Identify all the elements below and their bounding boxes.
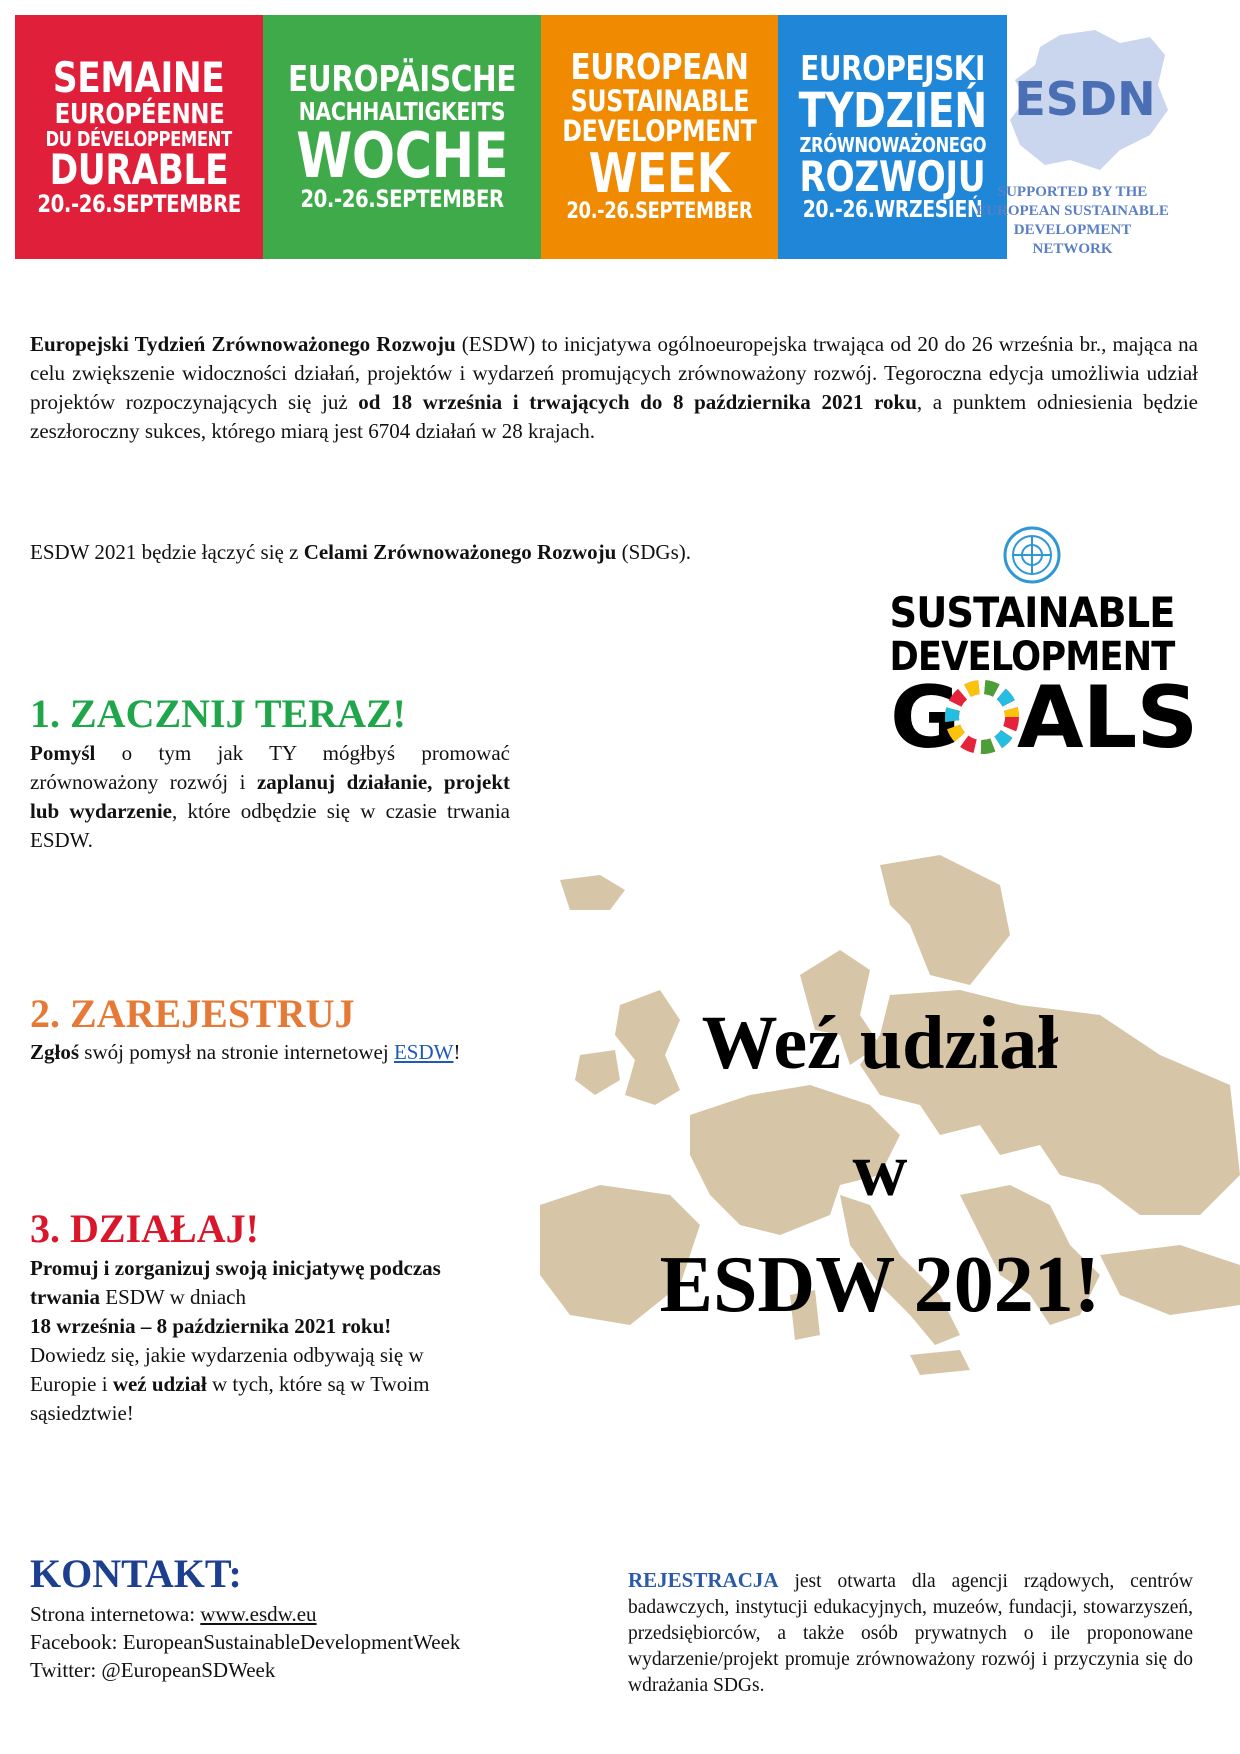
esdn-logo-text: ESDN [1014,72,1156,126]
sdg-bold: Celami Zrównoważonego Rozwoju [303,540,617,564]
banner-de-line: EUROPÄISCHE [288,59,517,101]
esdn-support-line: DEVELOPMENT [1013,222,1132,238]
banner-de-line: NACHHALTIGKEITS [298,96,506,126]
banner-pl-line: ROZWOJU [799,151,986,201]
banner-panel-fr [15,15,263,259]
step3-text: ESDW w dniach [100,1285,247,1309]
kontakt-facebook: Facebook: EuropeanSustainableDevelopmentWeek [30,1630,461,1654]
banner-pl-line: 20.-26.WRZESIEŃ [802,196,983,223]
intro-text: (ESDW) to inicjatywa ogólnoeuropejska trwająca od 20 do 26 września br., mająca na celu zwiększenie widoczności działań, projektów i wydarzeń promujących zrównoważony rozwój. Tegoroczna edycja umożliwia udział projektów rozpoczynających się już [30,332,1198,414]
banner-fr-line: EUROPÉENNE [54,97,224,131]
esdw-link[interactable]: ESDW [393,1040,454,1064]
registration-text: jest otwarta dla agencji rządowych, centrów badawczych, instytucji edukacyjnych, muzeów, fundacji, stowarzyszeń, przedsiębiorców, a także osób prywatnych o ile proponowane wydarzenie/projekt promuje zrównoważony rozwój i przyczynia się do wdrażania SDGs. [628,1571,1193,1696]
step3-text: w tych, które są w Twoim sąsiedztwie! [30,1372,430,1425]
banner-fr-line: SEMAINE [53,53,225,103]
intro-text: , a punktem odniesienia będzie zeszłoroczny sukces, którego miarą jest 6704 działań w 28 krajach. [30,390,1198,443]
banner-pl-line: ZRÓWNOWAŻONEGO [799,133,986,158]
registration-paragraph [628,1567,1193,1699]
sdg-logo-line: SUSTAINABLE [889,588,1175,637]
esdn-support-line: SUPPORTED BY THE [997,184,1148,200]
sdg-text: (SDGs). [616,540,691,564]
step1-bold: Pomyśl [30,741,96,765]
un-emblem-icon [1005,528,1059,582]
step3-heading: 3. DZIAŁAJ! [30,1206,259,1251]
banner-de-line: WOCHE [296,119,509,193]
sdg-text: ESDW 2021 będzie łączyć się z [30,540,304,564]
banner-de-line: 20.-26.SEPTEMBER [300,185,504,214]
step2-text: ! [453,1040,461,1064]
step2-text: swój pomysł na stronie internetowej [79,1040,394,1064]
sdg-wheel-icon [952,687,1012,747]
website-label: Strona internetowa: [30,1602,201,1626]
step3-bold: Promuj i zorganizuj swoją inicjatywę podczas trwania [30,1256,441,1309]
cta-line: Weź udział [701,1001,1059,1085]
intro-bold: od 18 września i trwających do 8 października 2021 roku [358,390,917,414]
banner-fr-line: DU DÉVELOPPEMENT [45,126,233,151]
sdg-logo-g: G [890,668,960,768]
step1-text: o tym jak TY mógłbyś promować zrównoważony rozwój i [30,741,510,794]
sdg-logo-als: ALS [1017,668,1198,768]
banner-en-line: EUROPEAN [570,47,749,89]
banner-en-line: DEVELOPMENT [562,113,757,148]
website-link[interactable]: www.esdw.eu [200,1602,317,1626]
registration-lead: REJESTRACJA [628,1568,779,1592]
sdg-logo-line: DEVELOPMENT [889,634,1177,680]
step1-heading: 1. ZACZNIJ TERAZ! [30,691,406,736]
step1-bold: zaplanuj działanie, projekt lub wydarzenie [30,770,511,823]
step2-heading: 2. ZAREJESTRUJ [30,991,355,1036]
cta-line: ESDW 2021! [659,1241,1101,1329]
step1-paragraph [30,739,510,855]
banner-fr-line: DURABLE [49,145,229,195]
step3-bold: weź udział [112,1372,207,1396]
esdn-support-line: EUROPEAN SUSTAINABLE [976,203,1169,219]
banner-en-line: WEEK [588,142,731,206]
step2-bold: Zgłoś [30,1040,80,1064]
banner-en-line: 20.-26.SEPTEMBER [566,199,753,225]
intro-paragraph [30,330,1198,446]
banner-pl-line: TYDZIEŃ [798,82,987,139]
esdw-banner [15,15,987,259]
esdn-logo [1000,25,1170,175]
sdg-logo [885,525,1198,768]
step3-text: Dowiedz się, jakie wydarzenia odbywają się w Europie i [30,1343,424,1396]
step3-paragraph [30,1254,490,1428]
step1-text: , które odbędzie się w czasie trwania ESDW. [30,799,510,852]
step2-paragraph [30,1038,485,1067]
kontakt-website [30,1602,317,1627]
intro-bold: Europejski Tydzień Zrównoważonego Rozwoju [30,332,456,356]
kontakt-heading: KONTAKT: [30,1551,242,1596]
cta-line: w [852,1128,908,1212]
banner-panel-en [541,15,778,259]
step3-bold: 18 września – 8 października 2021 roku! [30,1314,392,1338]
esdn-support-line: NETWORK [1032,241,1113,257]
sdg-paragraph [30,540,691,565]
banner-en-line: SUSTAINABLE [570,84,749,119]
banner-pl-line: EUROPEJSKI [800,48,985,89]
banner-panel-de [263,15,541,259]
esdn-support-text [955,183,1190,259]
kontakt-twitter: Twitter: @EuropeanSDWeek [30,1658,276,1682]
banner-fr-line: 20.-26.SEPTEMBRE [37,190,241,219]
